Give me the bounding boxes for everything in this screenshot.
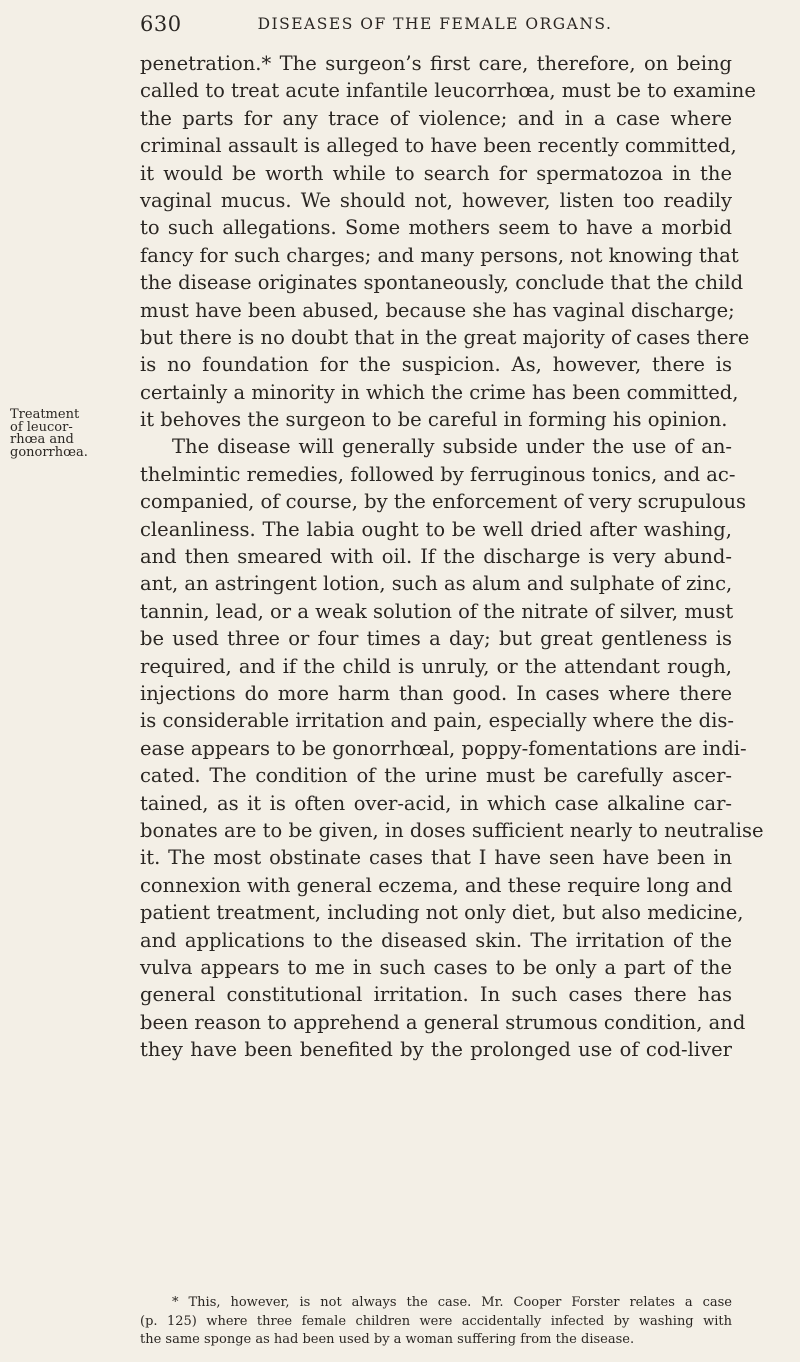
footnote	[140, 1294, 732, 1350]
body-line: but there is no doubt that in the great majority of cases there	[140, 325, 750, 349]
body-line: and applications to the diseased skin. The irritation of the	[140, 928, 732, 952]
footnote-line: (p. 125) where three female children were accidentally infected by washing with	[140, 1313, 732, 1329]
body-line: called to treat acute infantile leucorrhœa, must be to examine	[140, 79, 756, 103]
body-line: penetration.* The surgeon’s first care, therefore, on being	[140, 52, 732, 75]
body-line: companied, of course, by the enforcement of very scrupulous	[140, 490, 747, 514]
body-line: vaginal mucus. We should not, however, listen too readily	[140, 188, 732, 212]
body-line: and then smeared with oil. If the discharge is very abund-	[140, 545, 732, 569]
body-line: fancy for such charges; and many persons, not knowing that	[140, 243, 739, 267]
margin-note-line: gonorrhœa.	[10, 444, 88, 460]
body-line: must have been abused, because she has vaginal discharge;	[140, 298, 735, 322]
body-line: certainly a minority in which the crime has been committed,	[140, 380, 739, 404]
body-line: is considerable irritation and pain, especially where the dis-	[140, 709, 734, 733]
body-line: the parts for any trace of violence; and in a case where	[140, 106, 732, 130]
body-line: be used three or four times a day; but great gentleness is	[140, 627, 732, 651]
body-line: general constitutional irritation. In such cases there has	[140, 983, 732, 1007]
body-line: tannin, lead, or a weak solution of the nitrate of silver, must	[140, 599, 734, 623]
footnote-line: * This, however, is not always the case. Mr. Cooper Forster relates a case	[172, 1295, 732, 1310]
running-head: DISEASES OF THE FEMALE ORGANS.	[257, 15, 613, 33]
body-line: connexion with general eczema, and these require long and	[140, 873, 733, 897]
footnote-line: the same sponge as had been used by a woman suffering from the disease.	[140, 1332, 635, 1348]
margin-note-line: of leucor-	[10, 419, 73, 435]
margin-note-line: rhœa and	[10, 432, 74, 447]
margin-note-line: Treatment	[10, 407, 80, 422]
page-number: 630	[140, 12, 182, 36]
body-line: cated. The condition of the urine must be carefully ascer-	[140, 764, 732, 788]
body-line: The disease will generally subside under the use of an-	[172, 435, 732, 459]
body-line: it. The most obstinate cases that I have seen have been in	[140, 846, 732, 870]
body-line: the disease originates spontaneously, conclude that the child	[140, 271, 744, 295]
margin-note	[10, 409, 130, 459]
body-line: vulva appears to me in such cases to be only a part of the	[140, 955, 732, 979]
body-line: it would be worth while to search for spermatozoa in the	[140, 161, 732, 185]
body-line: they have been benefited by the prolonged use of cod-liver	[140, 1038, 732, 1062]
body-line: tained, as it is often over-acid, in which case alkaline car-	[140, 791, 732, 815]
body-line: thelmintic remedies, followed by ferruginous tonics, and ac-	[140, 462, 736, 486]
body-text	[140, 50, 764, 1063]
body-line: it behoves the surgeon to be careful in forming his opinion.	[140, 408, 728, 432]
body-line: injections do more harm than good. In cases where there	[140, 681, 732, 705]
body-line: to such allegations. Some mothers seem to have a morbid	[140, 216, 732, 240]
body-line: is no foundation for the suspicion. As, however, there is	[140, 353, 732, 377]
body-line: required, and if the child is unruly, or the attendant rough,	[140, 654, 732, 678]
body-line: bonates are to be given, in doses sufficient nearly to neutralise	[140, 818, 764, 842]
body-line: ease appears to be gonorrhœal, poppy-fomentations are indi-	[140, 736, 747, 760]
body-line: been reason to apprehend a general strumous condition, and	[140, 1010, 746, 1034]
body-line: ant, an astringent lotion, such as alum and sulphate of zinc,	[140, 572, 733, 596]
page-header	[140, 12, 730, 44]
body-line: cleanliness. The labia ought to be well dried after washing,	[140, 517, 732, 541]
body-line: patient treatment, including not only diet, but also medicine,	[140, 901, 744, 925]
body-line: criminal assault is alleged to have been recently committed,	[140, 134, 737, 158]
